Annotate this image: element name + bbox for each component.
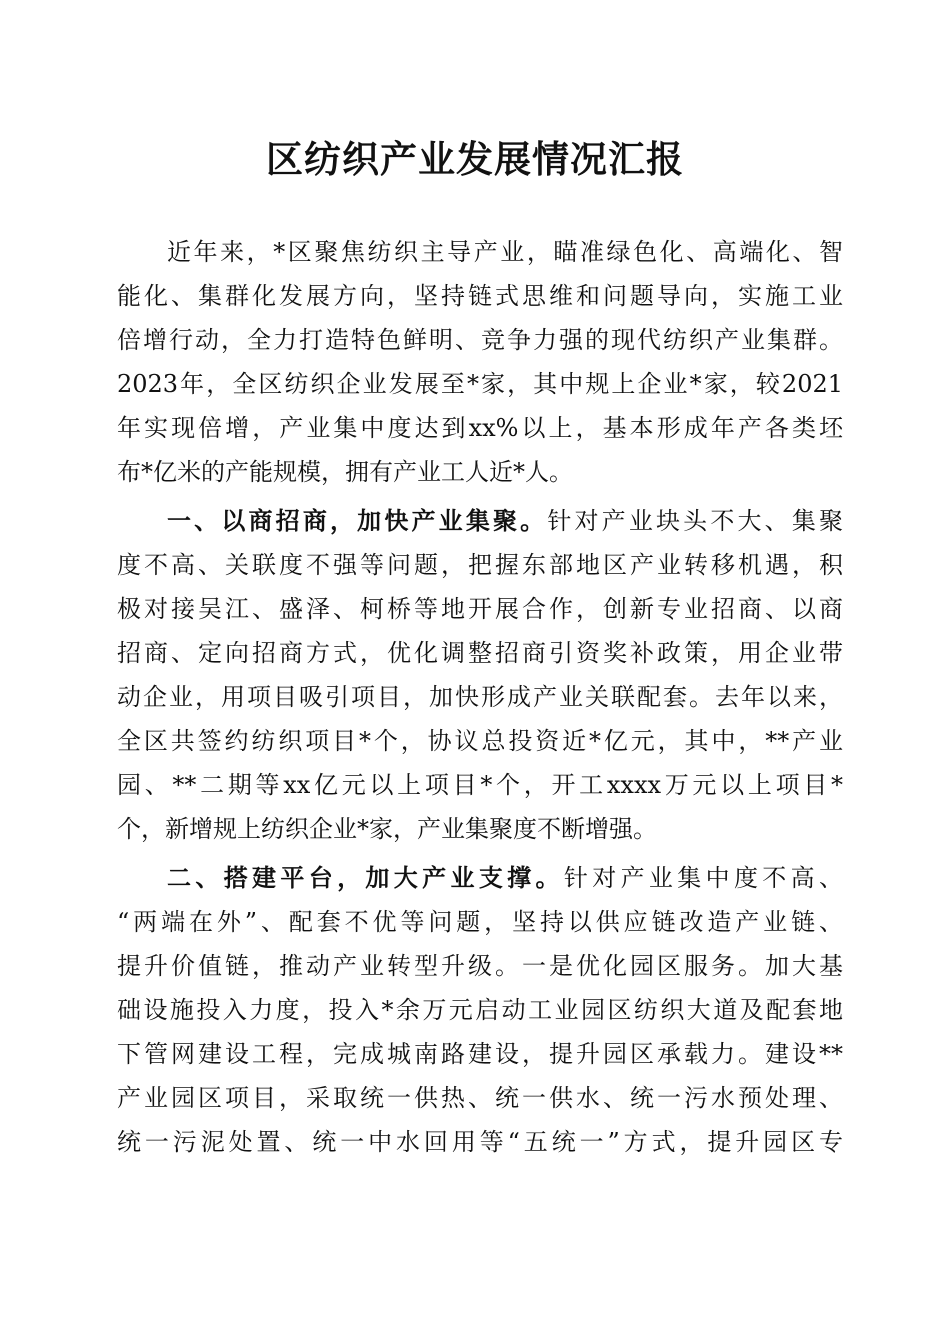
paragraph-2-line-5: 动企业，用项目吸引项目，加快形成产业关联配套。去年以来， (117, 683, 843, 711)
paragraph-1-line-3: 倍增行动，全力打造特色鲜明、竞争力强的现代纺织产业集群。 (117, 326, 843, 354)
paragraph-2-line-1-text: 针对产业块头不大、集聚 (547, 507, 844, 535)
paragraph-2-line-2: 度不高、关联度不强等问题，把握东部地区产业转移机遇，积 (117, 551, 843, 579)
paragraph-3-line-2: “两端在外”、配套不优等问题，坚持以供应链改造产业链、 (117, 908, 843, 936)
paragraph-2-line-6: 全区共签约纺织项目*个，协议总投资近*亿元，其中，**产业 (117, 727, 843, 755)
section-heading-2: 二、搭建平台，加大产业支撑。 (167, 864, 564, 892)
paragraph-1-line-5: 年实现倍增，产业集中度达到xx%以上，基本形成年产各类坯 (117, 414, 843, 442)
paragraph-3-line-4: 础设施投入力度，投入*余万元启动工业园区纺织大道及配套地 (117, 996, 843, 1024)
paragraph-1-line-1: 近年来，*区聚焦纺织主导产业，瞄准绿色化、高端化、智 (167, 238, 843, 266)
paragraph-3-line-5: 下管网建设工程，完成城南路建设，提升园区承载力。建设** (117, 1040, 843, 1068)
paragraph-2-line-1 (117, 506, 843, 536)
paragraph-1-line-6: 布*亿米的产能规模，拥有产业工人近*人。 (117, 458, 573, 486)
paragraph-2-line-3: 极对接吴江、盛泽、柯桥等地开展合作，创新专业招商、以商 (117, 595, 843, 623)
paragraph-2-line-8: 个，新增规上纺织企业*家，产业集聚度不断增强。 (117, 815, 657, 843)
paragraph-3-line-1-text: 针对产业集中度不高、 (563, 864, 844, 892)
document-title: 区纺织产业发展情况汇报 (266, 137, 684, 181)
section-heading-1: 一、以商招商，加快产业集聚。 (167, 507, 548, 535)
paragraph-2-line-7: 园、**二期等xx亿元以上项目*个，开工xxxx万元以上项目* (117, 771, 843, 799)
paragraph-3-line-3: 提升价值链，推动产业转型升级。一是优化园区服务。加大基 (117, 952, 843, 980)
paragraph-1-line-4: 2023年，全区纺织企业发展至*家，其中规上企业*家，较2021 (117, 370, 843, 398)
paragraph-3-line-6: 产业园区项目，采取统一供热、统一供水、统一污水预处理、 (117, 1084, 843, 1112)
paragraph-1-line-2: 能化、集群化发展方向，坚持链式思维和问题导向，实施工业 (117, 282, 843, 310)
paragraph-3-line-1 (117, 863, 843, 893)
paragraph-3-line-7: 统一污泥处置、统一中水回用等“五统一”方式，提升园区专 (117, 1128, 843, 1156)
paragraph-2-line-4: 招商、定向招商方式，优化调整招商引资奖补政策，用企业带 (117, 639, 843, 667)
